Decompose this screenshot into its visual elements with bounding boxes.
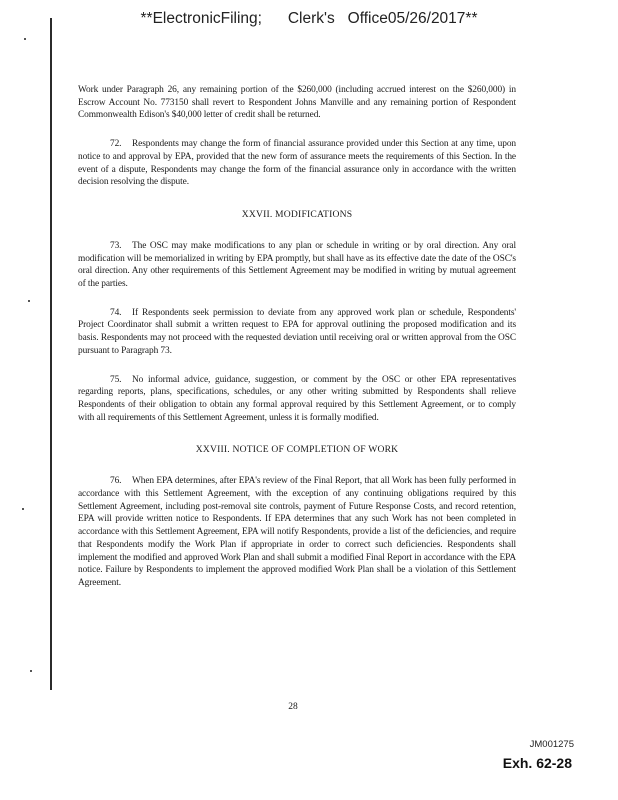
scan-speck xyxy=(22,508,24,510)
paragraph-text: Respondents may change the form of financial assurance provided under this Section at any time, upon notice to and approval by EPA, provided that the new form of assurance meets the requirements of this Section. In the event of a dispute, Respondents may change the form of the financial assurance only in accordance with the written decision resolving the dispute. xyxy=(78,139,516,188)
clerk-stamp: Clerk's xyxy=(287,10,335,27)
bates-number: JM001275 xyxy=(529,739,574,750)
scan-speck xyxy=(28,300,30,302)
scan-speck xyxy=(30,670,32,672)
paragraph-continued: Work under Paragraph 26, any remaining portion of the $260,000 (including accrued interest on the $260,000) in Escrow Account No. 773150 shall revert to Respondent Johns Manville and any remaining portion of Respondent Commonwealth Edison's $40,000 letter of credit shall be returned. xyxy=(78,85,516,121)
section-heading-modifications: XXVII. MODIFICATIONS xyxy=(241,208,353,220)
paragraph-text: No informal advice, guidance, suggestion, or comment by the OSC or other EPA representatives regarding reports, plans, specifications, schedules, or any other writing submitted by Respondents shall relieve Respondents of their obligation to obtain any formal approval required by this Settlement Agreement, or to comply with all requirements of this Settlement Agreement, unless it is formally modified. xyxy=(78,374,516,423)
left-margin-line xyxy=(50,18,52,690)
paragraph-number: 76. xyxy=(110,476,122,487)
filing-stamp: **ElectronicFiling; xyxy=(140,10,262,27)
paragraph-72 xyxy=(78,138,516,189)
paragraph-text: When EPA determines, after EPA's review of the Final Report, that all Work has been fully performed in accordance with this Settlement Agreement, with the exception of any continuing obligations required by this Settlement Agreement, including post-removal site controls, payment of Future Response Costs, and record retention, EPA will provide written notice to Respondents. If EPA determines that any such Work has not been completed in accordance with this Settlement Agreement, EPA will notify Respondents, provide a list of the deficiencies, and require that Respondents modify the Work Plan if appropriate in order to correct such deficiencies. Respondents shall implement the modified and approved Work Plan and shall submit a modified Final Report in accordance with the EPA notice. Failure by Respondents to implement the approved modified Work Plan shall be a violation of this Settlement Agreement. xyxy=(78,476,516,588)
section-heading-notice-of-completion: XXVIII. NOTICE OF COMPLETION OF WORK xyxy=(195,444,399,456)
paragraph-text: The OSC may make modifications to any plan or schedule in writing or by oral direction. Any oral modification will be memorialized in writing by EPA promptly, but shall have as its effective date the date of the OSC's oral direction. Any other requirements of this Settlement Agreement may be modified in writing by mutual agreement of the parties. xyxy=(78,240,516,290)
scan-speck xyxy=(24,38,26,40)
paragraph-number: 72. xyxy=(110,139,122,150)
paragraph-74 xyxy=(78,307,516,358)
paragraph-text: If Respondents seek permission to deviate from any approved work plan or schedule, Respondents' Project Coordinator shall submit a written request to EPA for approval outlining the proposed modification and its basis. Respondents may not proceed with the requested deviation until receiving oral or written approval from the OSC pursuant to Paragraph 73. xyxy=(78,307,516,356)
paragraph-73 xyxy=(78,240,516,291)
paragraph-number: 73. xyxy=(110,240,122,251)
paragraph-75 xyxy=(78,374,516,425)
document-body xyxy=(78,84,516,590)
exhibit-label: Exh. 62-28 xyxy=(502,755,572,771)
page-number: 28 xyxy=(288,702,298,712)
paragraph-number: 74. xyxy=(110,307,122,318)
electronic-filing-header xyxy=(0,10,618,28)
paragraph-number: 75. xyxy=(110,374,122,385)
office-date-stamp: Office05/26/2017** xyxy=(347,10,478,27)
paragraph-76 xyxy=(78,475,516,589)
